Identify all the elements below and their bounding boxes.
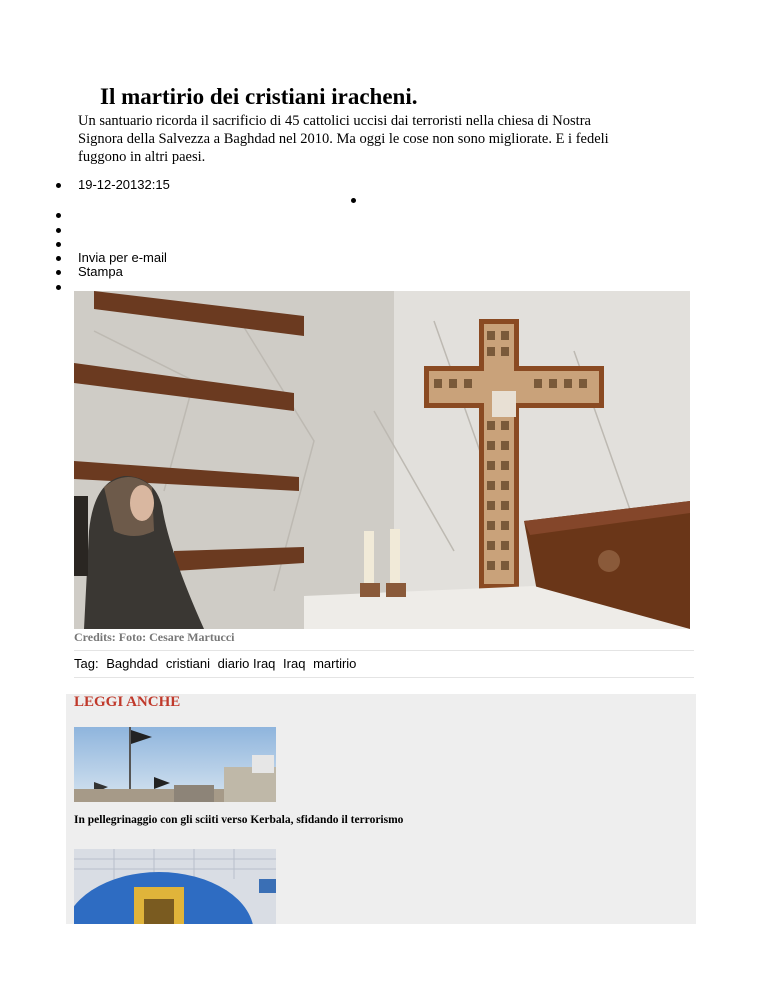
article-photo — [74, 291, 690, 629]
tags-row — [74, 656, 360, 671]
divider — [74, 650, 694, 651]
bullet — [56, 285, 61, 290]
tag-link[interactable]: martirio — [313, 656, 357, 671]
article-title: Il martirio dei cristiani iracheni. — [100, 84, 418, 109]
bullet — [56, 228, 61, 233]
photo-credits: Credits: Foto: Cesare Martucci — [74, 630, 235, 644]
related-article-link[interactable]: In pellegrinaggio con gli sciiti verso Kerbala, sfidando il terrorismo — [74, 814, 404, 826]
tag-link[interactable]: cristiani — [165, 656, 210, 671]
related-section — [66, 694, 696, 924]
print-link[interactable]: Stampa — [78, 264, 123, 279]
bullet — [56, 256, 61, 261]
tag-link[interactable]: Iraq — [283, 656, 306, 671]
bullet — [351, 198, 356, 203]
bullet — [56, 183, 61, 188]
bullet — [56, 270, 61, 275]
article-date: 19-12-20132:15 — [78, 177, 170, 192]
bullet — [56, 242, 61, 247]
related-heading: LEGGI ANCHE — [74, 694, 181, 710]
bullet — [56, 213, 61, 218]
related-thumbnail[interactable] — [74, 849, 276, 924]
tag-link[interactable]: Baghdad — [106, 656, 159, 671]
divider — [74, 677, 694, 678]
tag-link[interactable]: diario Iraq — [217, 656, 276, 671]
article-lead: Un santuario ricorda il sacrificio di 45 cattolici uccisi dai terroristi nella chiesa di Nostra Signora della Salvezza a Baghdad nel 2010. Ma oggi le cose non sono migliorate. E i fedeli fuggono in altri paesi. — [78, 113, 609, 165]
share-email-link[interactable]: Invia per e-mail — [78, 250, 167, 265]
tags-label: Tag: — [74, 656, 99, 671]
related-thumbnail[interactable] — [74, 727, 276, 802]
